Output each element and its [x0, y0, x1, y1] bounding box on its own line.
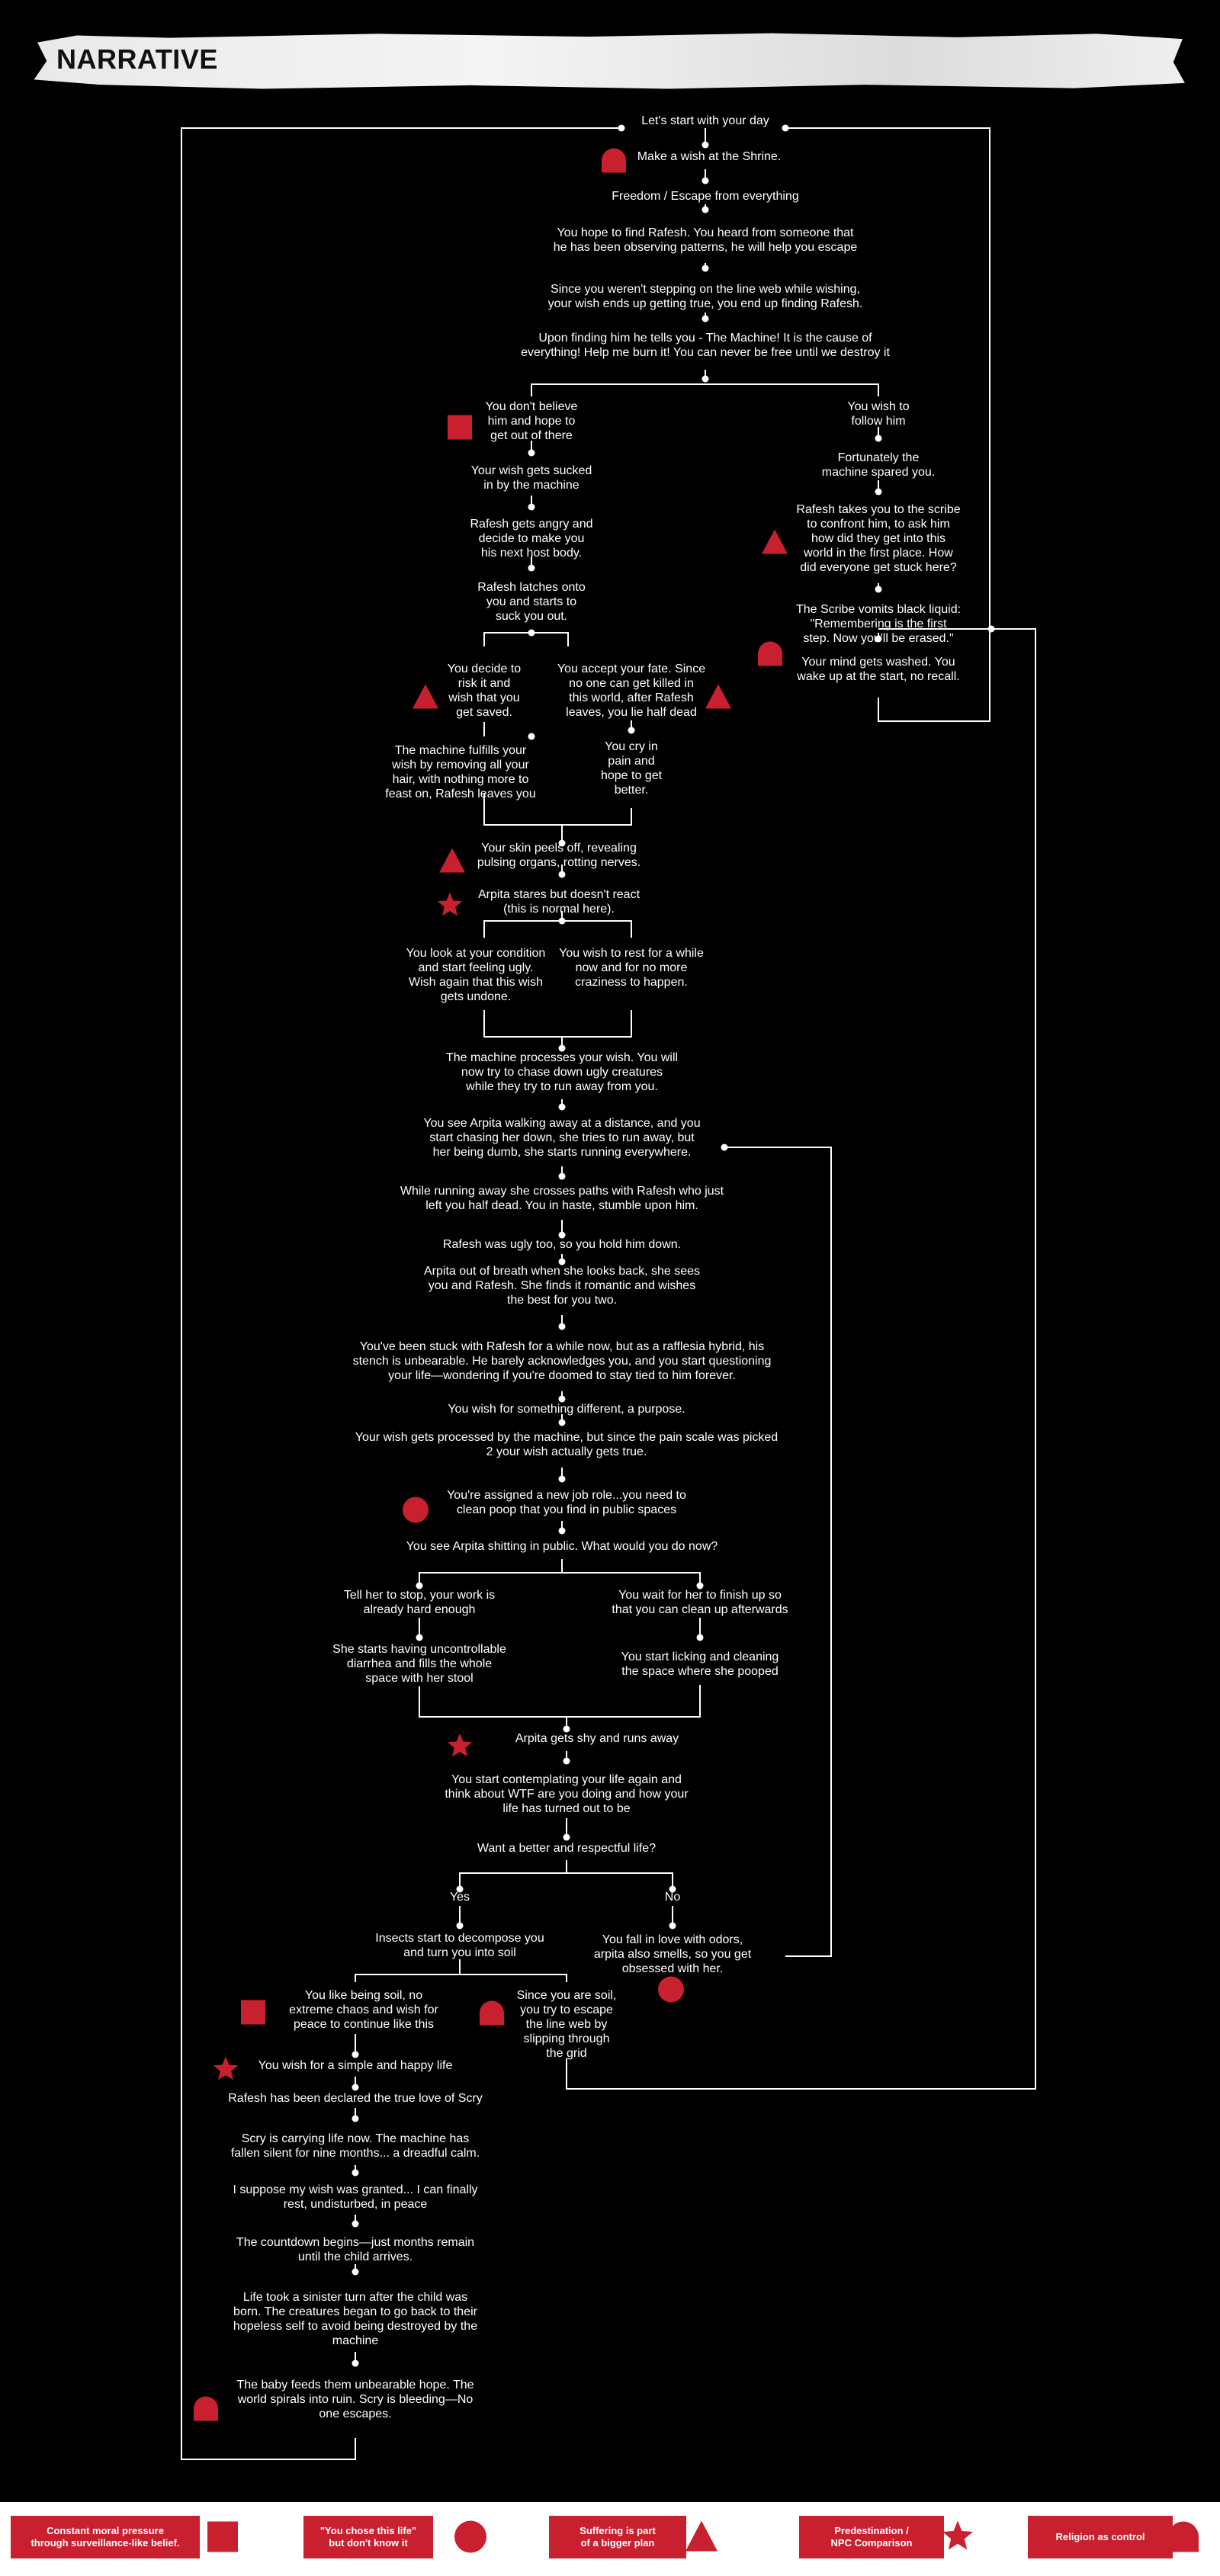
step-n42-no: No — [664, 1891, 681, 1904]
legend-label-religion-as-control: Religion as control — [1028, 2516, 1173, 2558]
connector-dot — [559, 1104, 566, 1111]
step-n12-rafesh-takes-you-to-the-scribe: Rafesh takes you to the scribe to confront him, to ask him how did they get into this world in the first place. How did everyone get stuck here? — [796, 503, 961, 574]
legend-label-you-chose-this-life-but-don-t-know-it: "You chose this life" but don't know it — [303, 2516, 433, 2558]
legend-label-predestination-npc-comparison: Predestination / NPC Comparison — [799, 2516, 944, 2558]
step-n8-you-wish-to: You wish to follow him — [847, 400, 910, 428]
step-n47-you-wish-for-a-simple-and-happy-life: You wish for a simple and happy life — [258, 2059, 453, 2072]
step-n30-you-wish-for-something-different-a-purpo: You wish for something different, a purpose. — [448, 1403, 685, 1416]
connector-line — [562, 921, 631, 938]
connector-line — [355, 1959, 460, 1982]
step-n49-scry-is-carrying-life-now-the-machine-ha: Scry is carrying life now. The machine has fallen silent for nine months... a dreadful calm. — [230, 2132, 480, 2160]
connector-dot — [875, 586, 882, 593]
connector-dot — [782, 125, 789, 132]
connector-dot — [528, 565, 535, 572]
step-n1-let-s-start-with-your-day: Let's start with your day — [641, 114, 769, 127]
circle-icon — [657, 1976, 685, 2007]
step-n6-upon-finding-him-he-tells-you-the-machin: Upon finding him he tells you - The Machine! It is the cause of everything! Help me burn it! You can never be free until we destroy it — [521, 332, 890, 359]
step-n40-want-a-better-and-respectful-life: Want a better and respectful life? — [477, 1842, 657, 1855]
step-n15-your-mind-gets-washed-you: Your mind gets washed. You wake up at the start, no recall. — [797, 656, 960, 683]
step-n50-i-suppose-my-wish-was-granted-i-can-fina: I suppose my wish was granted... I can finally rest, undisturbed, in peace — [233, 2183, 478, 2211]
connector-dot — [721, 1144, 728, 1151]
connector-dot — [352, 2051, 359, 2058]
step-n24-the-machine-processes-your-wish-you-will: The machine processes your wish. You will now try to chase down ugly creatures while they try to run away from you. — [445, 1051, 679, 1093]
connector-dot — [352, 2269, 359, 2276]
square-icon — [206, 2520, 239, 2558]
arch-icon — [478, 2000, 506, 2031]
connector-line — [531, 384, 878, 396]
step-n14-the-scribe-vomits-black-liquid: The Scribe vomits black liquid: "Remembering is the first step. Now you'll be erased." — [795, 603, 962, 645]
step-n51-the-countdown-begins-just-months-remain: The countdown begins—just months remain until the child arrives. — [236, 2236, 475, 2263]
connector-dot — [875, 435, 882, 442]
step-n23-you-wish-to-rest-for-a-while: You wish to rest for a while now and for no more craziness to happen. — [559, 947, 704, 989]
connector-dot — [702, 178, 709, 184]
square-icon — [239, 1999, 267, 2030]
star-icon — [212, 2056, 239, 2087]
connector-dot — [559, 1528, 566, 1535]
step-n21-arpita-stares-but-doesn-t-react: Arpita stares but doesn't react (this is normal here). — [477, 888, 640, 916]
connector-line — [567, 1873, 673, 1889]
step-n46-since-you-are-soil: Since you are soil, you try to escape the line web by slipping through the grid — [516, 1989, 617, 2060]
step-n13-rafesh-latches-onto: Rafesh latches onto you and starts to suck you out. — [477, 581, 586, 623]
step-n11-rafesh-gets-angry-and: Rafesh gets angry and decide to make you his next host body. — [470, 518, 593, 560]
step-n53-the-baby-feeds-them-unbearable-hope-the: The baby feeds them unbearable hope. The world spirals into ruin. Scry is bleeding—No one escapes. — [236, 2379, 474, 2420]
triangle-icon — [438, 848, 466, 879]
arch-icon — [192, 2395, 220, 2427]
step-n25-you-see-arpita-walking-away-at-a-distanc: You see Arpita walking away at a distance, and you start chasing her down, she tries to run away, but her being dumb, she starts running everywhere. — [423, 1117, 701, 1159]
connector-dot — [457, 1923, 464, 1930]
step-n38-arpita-gets-shy-and-runs-away: Arpita gets shy and runs away — [515, 1732, 679, 1745]
connector-line — [460, 1860, 567, 1889]
step-n26-while-running-away-she-crosses-paths-wit: While running away she crosses paths with Rafesh who just left you half dead. You in haste, stumble upon him. — [400, 1185, 724, 1212]
step-n5-since-you-weren-t-stepping-on-the-line-w: Since you weren't stepping on the line web while wishing, your wish ends up getting true, you end up finding Rafesh. — [547, 283, 863, 310]
step-n7-you-don-t-believe: You don't believe him and hope to get out of there — [485, 400, 578, 442]
circle-icon — [454, 2520, 487, 2558]
star-icon — [436, 892, 464, 923]
step-n17-you-accept-your-fate-since: You accept your fate. Since no one can get killed in this world, after Rafesh leaves, you lie half dead — [557, 662, 706, 719]
step-n20-your-skin-peels-off-revealing: Your skin peels off, revealing pulsing organs, rotting nerves. — [477, 842, 641, 869]
page-title: NARRATIVE — [56, 43, 218, 75]
step-n48-rafesh-has-been-declared-the-true-love-o: Rafesh has been declared the true love of Scry — [228, 2092, 483, 2105]
step-n36-she-starts-having-uncontrollable: She starts having uncontrollable diarrhea and fills the whole space with her stool — [332, 1643, 506, 1685]
star-icon — [446, 1733, 474, 1764]
step-n44-you-fall-in-love-with-odors: You fall in love with odors, arpita also smells, so you get obsessed with her. — [593, 1933, 752, 1975]
step-n3-freedom-escape-from-everything: Freedom / Escape from everything — [612, 190, 799, 203]
connector-line — [562, 1573, 700, 1586]
arch-icon — [1167, 2520, 1200, 2558]
step-n10-fortunately-the: Fortunately the machine spared you. — [821, 451, 936, 479]
connector-dot — [702, 376, 709, 383]
step-n37-you-start-licking-and-cleaning: You start licking and cleaning the space where she pooped — [621, 1651, 779, 1678]
connector-dot — [352, 2221, 359, 2228]
star-icon — [941, 2520, 974, 2558]
step-n45-you-like-being-soil-no: You like being soil, no extreme chaos and wish for peace to continue like this — [289, 1989, 438, 2031]
step-n27-rafesh-was-ugly-too-so-you-hold-him-down: Rafesh was ugly too, so you hold him down. — [442, 1238, 682, 1251]
connector-line — [460, 1975, 567, 1982]
connector-dot — [628, 727, 635, 734]
triangle-icon — [761, 529, 788, 560]
step-n52-life-took-a-sinister-turn-after-the-chil: Life took a sinister turn after the child was born. The creatures began to go back to their hopeless self to avoid being destroyed by the machine — [233, 2291, 478, 2347]
connector-dot — [528, 504, 535, 511]
legend-label-suffering-is-part-of-a-bigger-plan: Suffering is part of a bigger plan — [549, 2516, 686, 2558]
connector-dot — [702, 265, 709, 272]
step-n29-you-ve-been-stuck-with-rafesh-for-a-whil: You've been stuck with Rafesh for a while now, but as a rafflesia hybrid, his stench is unbearable. He barely acknowledges you, and you start questioning your life—wondering if you're doomed to stay tied to him forever. — [352, 1340, 772, 1382]
connector-dot — [416, 1634, 423, 1641]
connector-dot — [528, 450, 535, 457]
step-n4-you-hope-to-find-rafesh-you-heard-from-s: You hope to find Rafesh. You heard from someone that he has been observing patterns, he will help you escape — [553, 226, 858, 254]
step-n41-yes: Yes — [449, 1891, 470, 1904]
connector-line — [419, 1685, 700, 1717]
step-n19-you-cry-in: You cry in pain and hope to get better. — [600, 740, 663, 797]
connector-dot — [559, 1476, 566, 1483]
step-n16-you-decide-to: You decide to risk it and wish that you get saved. — [447, 662, 522, 719]
connector-dot — [528, 630, 535, 637]
arch-icon — [600, 147, 628, 178]
step-n39-you-start-contemplating-your-life-again-: You start contemplating your life again and think about WTF are you doing and how your life has turned out to be — [445, 1773, 689, 1815]
step-n34-tell-her-to-stop-your-work-is: Tell her to stop, your work is already hard enough — [343, 1589, 496, 1616]
connector-line — [484, 630, 531, 646]
step-n18-the-machine-fulfills-your: The machine fulfills your wish by removing all your hair, with nothing more to feast on, Rafesh leaves you — [385, 744, 536, 800]
connector-dot — [697, 1634, 704, 1641]
connector-dot — [352, 2170, 359, 2177]
triangle-icon — [412, 684, 439, 715]
legend — [0, 2502, 1220, 2576]
legend-label-constant-moral-pressure-through-surveill: Constant moral pressure through surveillance-like belief. — [11, 2516, 200, 2558]
connector-dot — [563, 1834, 570, 1841]
step-n35-you-wait-for-her-to-finish-up-so: You wait for her to finish up so that you can clean up afterwards — [612, 1589, 788, 1616]
connector-dot — [988, 626, 995, 633]
step-n32-you-re-assigned-a-new-job-role-you-need-: You're assigned a new job role...you need to clean poop that you find in public spaces — [447, 1489, 686, 1516]
connector-dot — [702, 207, 709, 213]
square-icon — [446, 414, 474, 445]
circle-icon — [402, 1497, 429, 1528]
arch-icon — [756, 640, 784, 672]
step-n22-you-look-at-your-condition: You look at your condition and start feeling ugly. Wish again that this wish gets undone. — [406, 947, 546, 1003]
step-n28-arpita-out-of-breath-when-she-looks-back: Arpita out of breath when she looks back, she sees you and Rafesh. She finds it romantic and wishes the best for you two. — [424, 1265, 700, 1307]
connector-dot — [352, 2116, 359, 2122]
connector-dot — [563, 1758, 570, 1765]
connector-line — [724, 1147, 831, 1956]
connector-dot — [559, 1323, 566, 1330]
step-n31-your-wish-gets-processed-by-the-machine-: Your wish gets processed by the machine, but since the pain scale was picked 2 your wish actually gets true. — [355, 1431, 779, 1458]
connector-dot — [702, 316, 709, 322]
connector-dot — [875, 489, 882, 496]
step-n9-your-wish-gets-sucked: Your wish gets sucked in by the machine — [470, 464, 592, 492]
connector-dot — [559, 1173, 566, 1180]
connector-dot — [352, 2360, 359, 2367]
connector-dot — [559, 871, 566, 878]
connector-line — [531, 633, 568, 646]
connector-dot — [528, 733, 535, 740]
connector-dot — [618, 125, 625, 132]
triangle-icon — [685, 2520, 718, 2558]
connector-line — [419, 1559, 562, 1586]
connector-line — [484, 1010, 631, 1037]
connector-dot — [669, 1923, 676, 1930]
connector-dot — [352, 2084, 359, 2091]
connector-dot — [559, 1420, 566, 1426]
step-n43-insects-start-to-decompose-you: Insects start to decompose you and turn you into soil — [375, 1932, 544, 1959]
triangle-icon — [705, 684, 732, 715]
connector-dot — [559, 918, 566, 925]
step-n33-you-see-arpita-shitting-in-public-what-w: You see Arpita shitting in public. What would you do now? — [406, 1540, 718, 1553]
step-n2-make-a-wish-at-the-shrine: Make a wish at the Shrine. — [637, 150, 782, 163]
connector-dot — [702, 142, 709, 149]
